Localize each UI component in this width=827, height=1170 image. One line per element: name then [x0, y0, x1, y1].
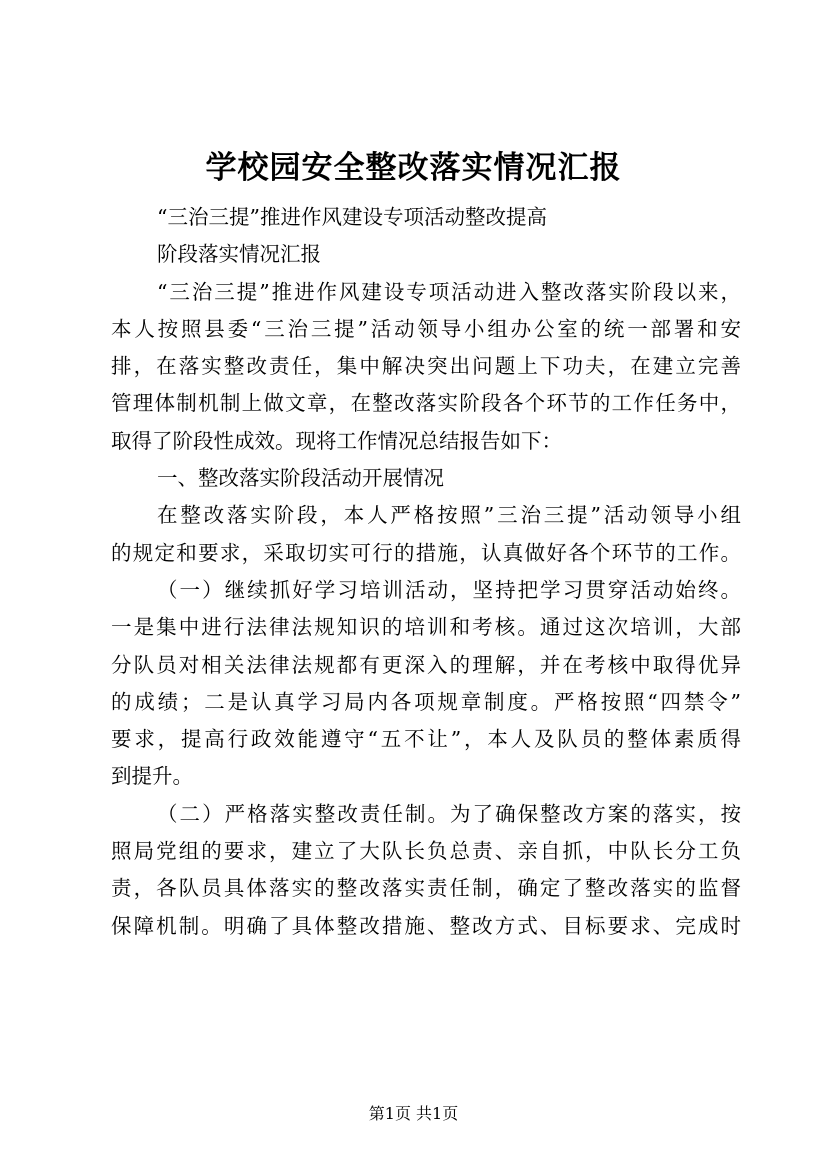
page-footer: 第1页 共1页: [368, 1104, 459, 1123]
body-line: 责，各队员具体落实的整改落实责任制，确定了整改落实的监督: [111, 876, 741, 901]
body-line: 在整改落实阶段，本人严格按照”三治三提”活动领导小组: [157, 503, 741, 528]
body-line: “三治三提”推进作风建设专项活动进入整改落实阶段以来，: [157, 279, 741, 304]
body-line: 的规定和要求，采取切实可行的措施，认真做好各个环节的工作。: [111, 540, 741, 565]
body-line: 到提升。: [111, 764, 193, 789]
body-line: 取得了阶段性成效。现将工作情况总结报告如下：: [111, 428, 562, 453]
body-line: 排，在落实整改责任，集中解决突出问题上下功夫，在建立完善: [111, 354, 741, 379]
body-line: 保障机制。明确了具体整改措施、整改方式、目标要求、完成时: [111, 913, 741, 938]
body-line: 本人按照县委“三治三提”活动领导小组办公室的统一部署和安: [111, 316, 741, 341]
body-line: （一）继续抓好学习培训活动，坚持把学习贯穿活动始终。: [157, 577, 741, 602]
body-line: 的成绩；二是认真学习局内各项规章制度。严格按照“四禁令”: [111, 689, 741, 714]
body-line: 阶段落实情况汇报: [157, 242, 321, 267]
body-line: “三治三提”推进作风建设专项活动整改提高: [157, 205, 547, 229]
body-line: 分队员对相关法律法规都有更深入的理解，并在考核中取得优异: [111, 652, 741, 677]
body-line: 一、整改落实阶段活动开展情况: [157, 466, 444, 491]
body-line: （二）严格落实整改责任制。为了确保整改方案的落实，按: [157, 801, 741, 826]
body-line: 要求，提高行政效能遵守“五不让”，本人及队员的整体素质得: [111, 727, 741, 752]
body-line: 照局党组的要求，建立了大队长负总责、亲自抓，中队长分工负: [111, 839, 741, 864]
body-line: 管理体制机制上做文章，在整改落实阶段各个环节的工作任务中，: [111, 391, 741, 416]
body-line: 一是集中进行法律法规知识的培训和考核。通过这次培训，大部: [111, 615, 741, 640]
document-title: 学校园安全整改落实情况汇报: [205, 150, 622, 186]
document-body: [111, 199, 741, 945]
